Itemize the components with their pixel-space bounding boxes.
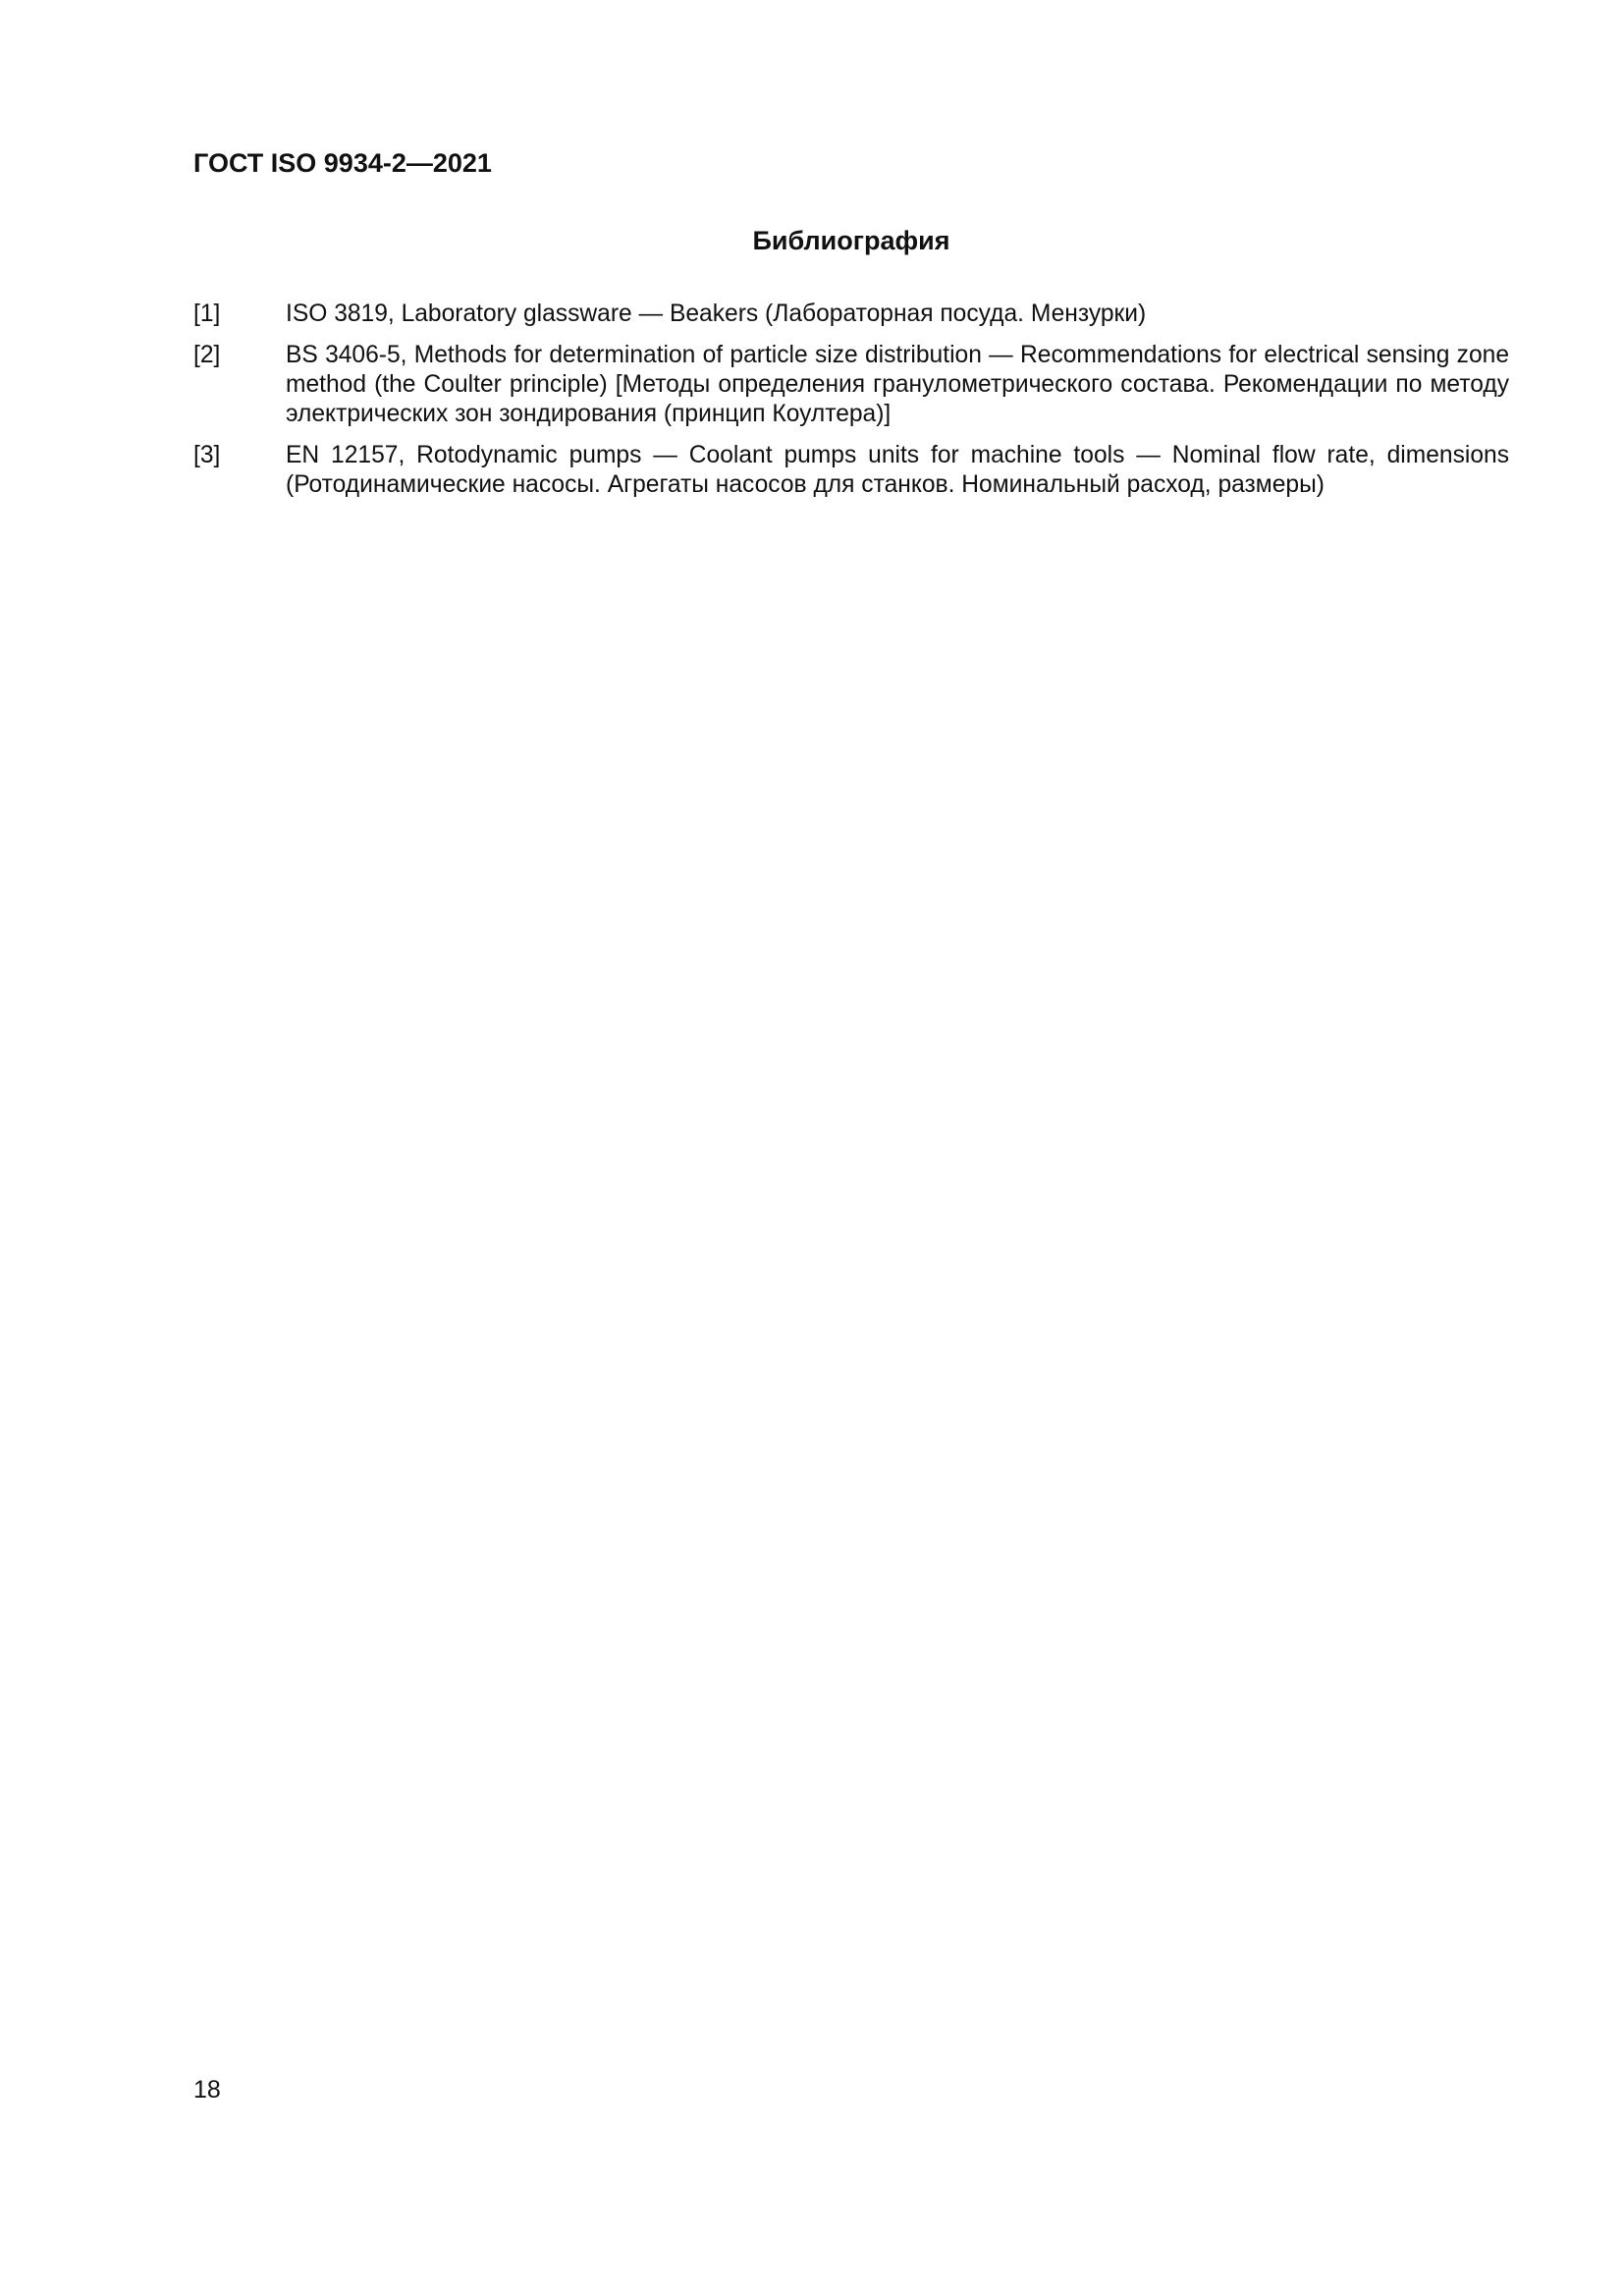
bibliography-item (193, 341, 1509, 429)
bibliography-item-text: ISO 3819, Laboratory glassware — Beakers (Лабораторная посуда. Мензурки) (286, 301, 1147, 327)
bibliography-item (193, 441, 1509, 500)
section-title: Библиография (752, 226, 950, 255)
document-code-header: ГОСТ ISO 9934-2—2021 (193, 148, 492, 178)
bibliography-item-number: [1] (193, 301, 221, 327)
bibliography-item (193, 300, 1509, 329)
bibliography-item-text: EN 12157, Rotodynamic pumps — Coolant pumps units for machine tools — Nominal flow rate, dimensions (Ротодинамические насосы. Агрегаты насосов для станков. Номинальный расход, размеры) (286, 442, 1509, 498)
page-number: 18 (193, 2076, 221, 2104)
bibliography-item-text: BS 3406-5, Methods for determination of particle size distribution — Recommendations for electrical sensing zone method (the Coulter principle) [Методы определения гранулометрического состава. Рекомендации по методу электрических зон зондирования (принцип Коултера)] (286, 342, 1509, 427)
bibliography-item-number: [3] (193, 442, 221, 468)
bibliography-item-number: [2] (193, 342, 221, 368)
bibliography-list (193, 300, 1509, 512)
